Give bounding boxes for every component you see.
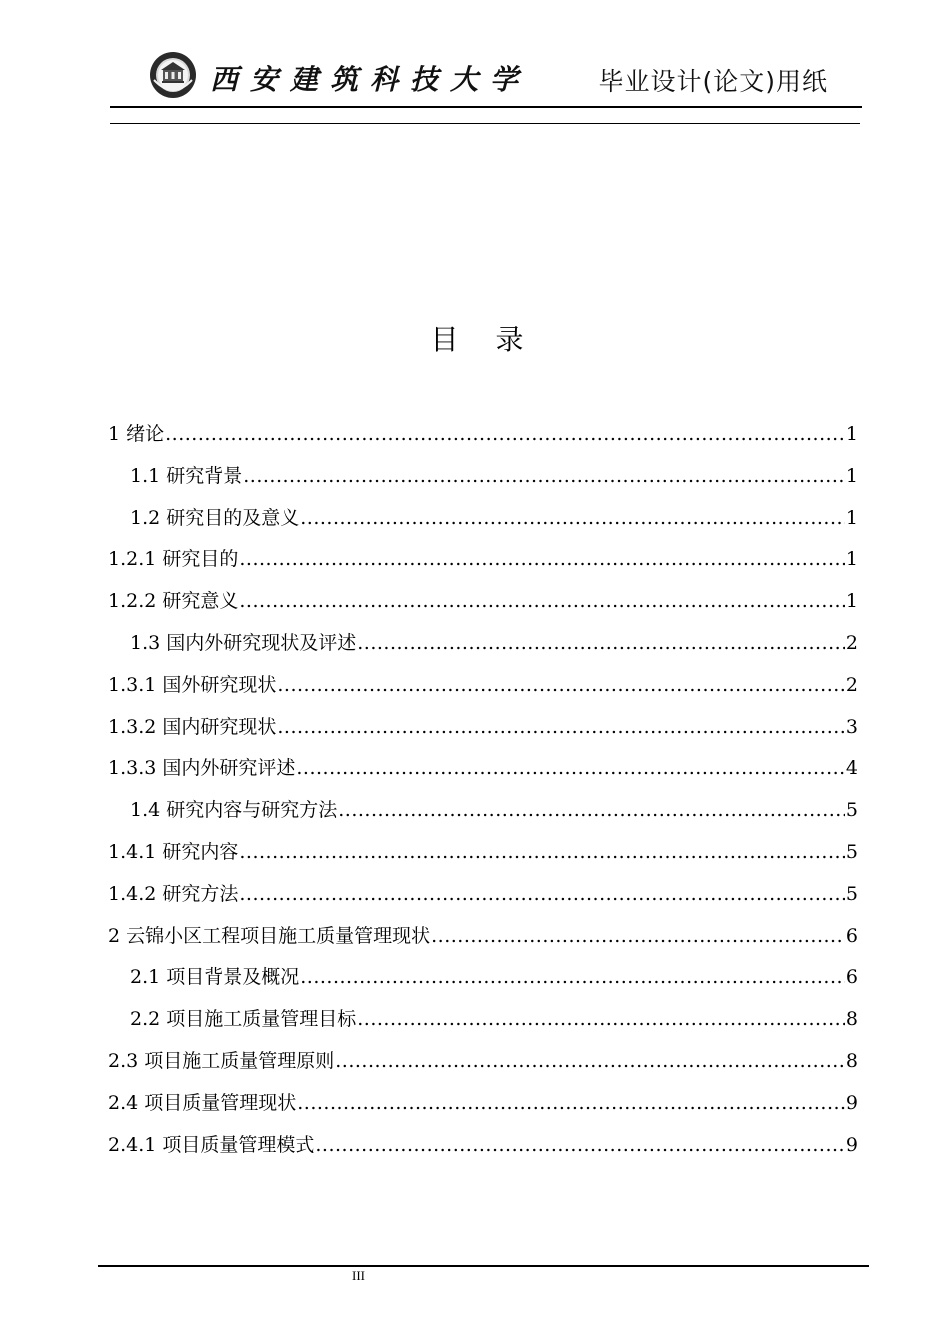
toc-dot-leader [277,671,845,699]
toc-entry-page: 9 [845,1091,858,1114]
toc-dot-leader [357,1005,845,1033]
toc-dot-leader [239,838,845,866]
university-seal-icon [148,50,198,100]
toc-entry-label: 1.4 研究内容与研究方法 [130,799,338,822]
toc-entry[interactable] [108,1047,858,1089]
toc-entry[interactable] [108,671,858,713]
toc-entry[interactable] [108,629,858,671]
toc-dot-leader [277,713,845,741]
toc-entry-label: 2 云锦小区工程项目施工质量管理现状 [108,924,431,947]
toc-dot-leader [431,922,845,950]
toc-entry[interactable] [108,922,858,964]
toc-entry-label: 2.3 项目施工质量管理原则 [108,1049,335,1072]
toc-entry-page: 5 [845,882,858,905]
toc-entry-page: 8 [845,1049,858,1072]
toc-dot-leader [300,504,845,532]
header-rule-thick [110,106,862,108]
toc-entry-label: 1.3.3 国内外研究评述 [108,757,296,780]
toc-dot-leader [335,1047,845,1075]
toc-entry[interactable] [108,545,858,587]
toc-entry-page: 5 [845,799,858,822]
toc-entry-label: 2.2 项目施工质量管理目标 [130,1008,357,1031]
university-name: 西安建筑科技大学 [210,63,531,96]
toc-entry-page: 1 [845,464,858,487]
toc-entry[interactable] [108,420,858,462]
toc-entry-label: 1.4.2 研究方法 [108,882,239,905]
toc-entry-label: 2.4.1 项目质量管理模式 [108,1133,315,1156]
toc-entry-page: 6 [845,924,858,947]
toc-entry-label: 1.3.1 国外研究现状 [108,673,277,696]
toc-entry[interactable] [108,963,858,1005]
toc-dot-leader [338,796,845,824]
page-header [110,48,860,108]
toc-entry[interactable] [108,754,858,796]
toc-dot-leader [357,629,845,657]
toc-entry[interactable] [108,504,858,546]
header-rule-thin [110,123,860,124]
toc-dot-leader [239,587,845,615]
toc-entry-page: 1 [845,423,858,445]
toc-entry[interactable] [108,1005,858,1047]
toc-dot-leader [165,420,845,448]
table-of-contents [108,420,858,1172]
toc-entry-label: 1.3 国内外研究现状及评述 [130,631,357,654]
toc-entry-page: 6 [845,966,858,989]
toc-title: 目 录 [430,323,538,356]
toc-entry-label: 1.2.2 研究意义 [108,590,239,613]
toc-entry[interactable] [108,462,858,504]
toc-entry-label: 1 绪论 [108,423,165,445]
toc-entry[interactable] [108,880,858,922]
footer-rule [98,1265,869,1267]
toc-entry-page: 4 [845,757,858,780]
toc-entry-label: 1.2.1 研究目的 [108,548,239,571]
toc-dot-leader [243,462,845,490]
toc-entry-page: 9 [845,1133,858,1156]
page-number: III [352,1268,365,1283]
toc-entry-label: 1.4.1 研究内容 [108,840,239,863]
toc-entry-page: 1 [845,548,858,571]
toc-entry-label: 2.1 项目背景及概况 [130,966,300,989]
paper-title: 毕业设计(论文)用纸 [598,67,828,96]
toc-entry-page: 8 [845,1008,858,1031]
toc-entry[interactable] [108,838,858,880]
toc-entry-page: 2 [845,631,858,654]
toc-dot-leader [300,963,845,991]
toc-entry[interactable] [108,587,858,629]
toc-entry-label: 1.3.2 国内研究现状 [108,715,277,738]
toc-entry-label: 2.4 项目质量管理现状 [108,1091,297,1114]
toc-entry[interactable] [108,1089,858,1131]
toc-dot-leader [297,1089,845,1117]
toc-entry-page: 3 [845,715,858,738]
toc-dot-leader [239,545,845,573]
toc-entry-page: 2 [845,673,858,696]
toc-entry-page: 1 [845,506,858,529]
toc-entry-page: 1 [845,590,858,613]
toc-entry[interactable] [108,713,858,755]
toc-dot-leader [315,1131,845,1159]
toc-entry-label: 1.2 研究目的及意义 [130,506,300,529]
toc-dot-leader [239,880,845,908]
toc-entry[interactable] [108,796,858,838]
toc-entry-label: 1.1 研究背景 [130,464,243,487]
toc-entry[interactable] [108,1131,858,1173]
toc-dot-leader [296,754,845,782]
toc-entry-page: 5 [845,840,858,863]
